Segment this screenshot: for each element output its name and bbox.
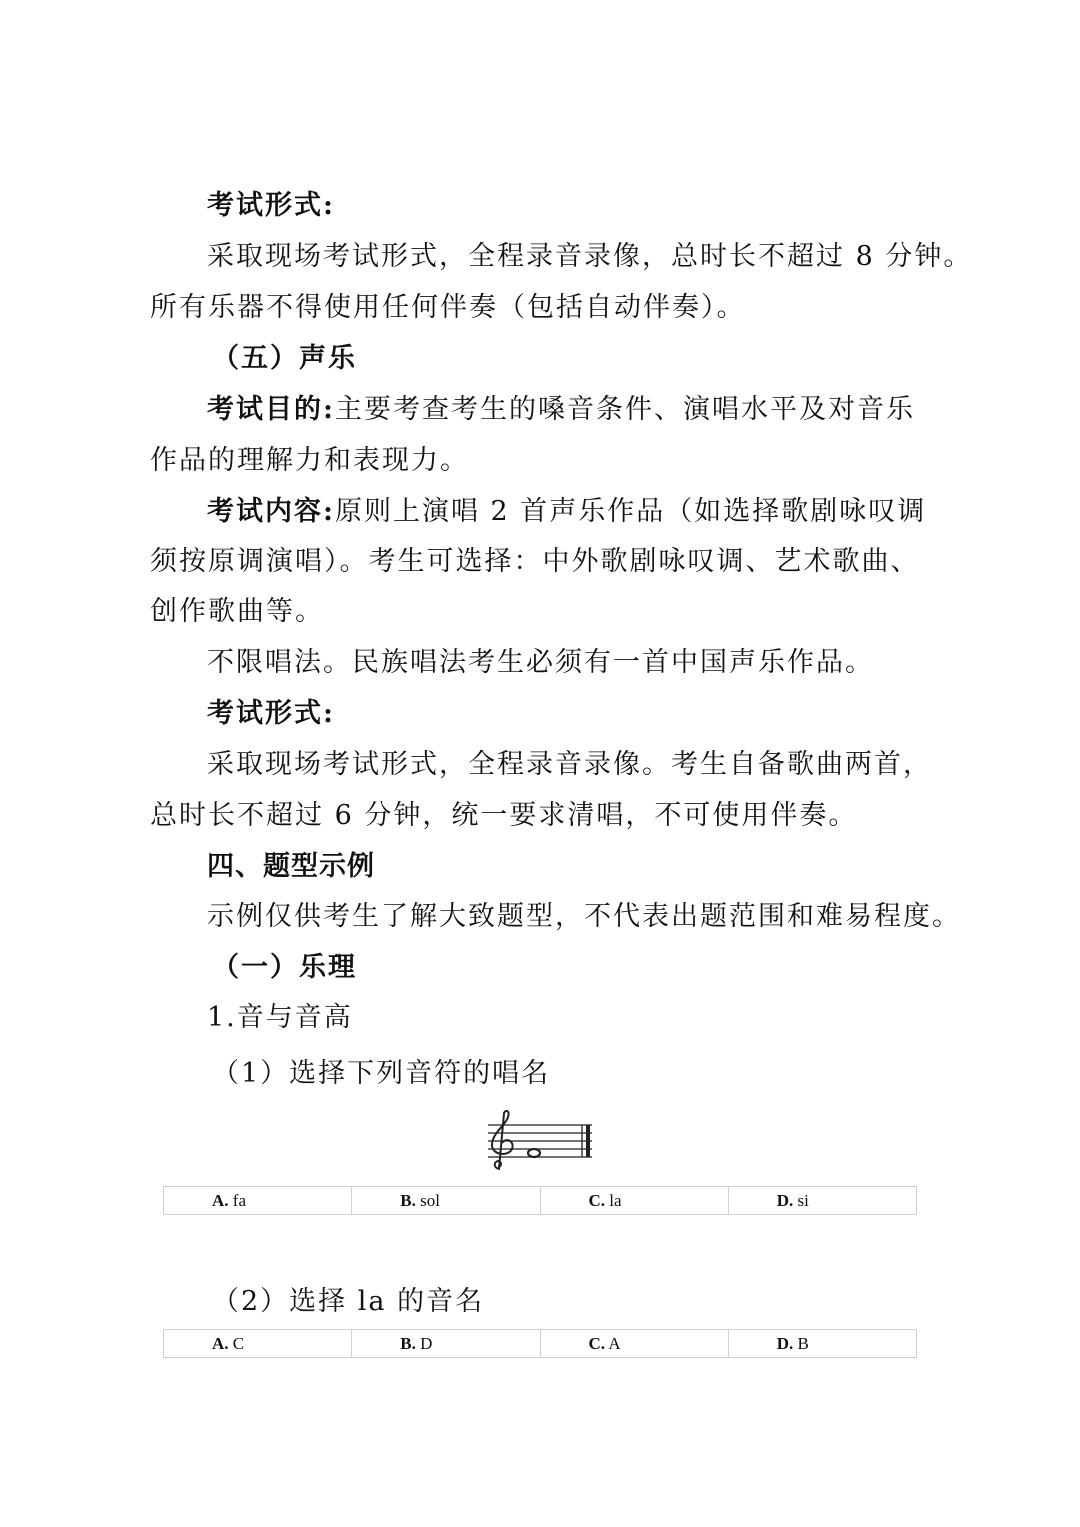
content-text: 原则上演唱 2 首声乐作品（如选择歌剧咏叹调 — [334, 496, 927, 527]
purpose-line1 — [207, 384, 1007, 435]
section-examples-heading: 四、题型示例 — [207, 851, 375, 882]
q1-option-a[interactable]: A. fa — [164, 1187, 352, 1215]
exam-form-text-1-line2: 所有乐器不得使用任何伴奏（包括自动伴奏）。 — [150, 292, 746, 323]
exam-form-text-2-line2: 总时长不超过 6 分钟，统一要求清唱，不可使用伴奏。 — [150, 800, 858, 831]
purpose-text: 主要考查考生的嗓音条件、演唱水平及对音乐 — [334, 394, 915, 425]
q2-option-d[interactable]: D. B — [728, 1330, 916, 1358]
q1-option-c[interactable]: C. la — [540, 1187, 728, 1215]
content-line1 — [207, 486, 1007, 537]
q2-option-c[interactable]: C. A — [540, 1330, 728, 1358]
exam-form-text-1-line1: 采取现场考试形式，全程录音录像，总时长不超过 8 分钟。 — [207, 241, 973, 272]
treble-clef-icon — [492, 1111, 513, 1169]
q2-option-b[interactable]: B. D — [352, 1330, 540, 1358]
section-vocal-heading: （五）声乐 — [212, 343, 357, 374]
q2-options-table — [163, 1329, 917, 1358]
purpose-label: 考试目的: — [207, 394, 335, 425]
treble-staff-image — [484, 1107, 596, 1179]
q1-prompt: （1）选择下列音符的唱名 — [212, 1058, 551, 1089]
purpose-line2: 作品的理解力和表现力。 — [150, 445, 469, 476]
content-line2: 须按原调演唱）。考生可选择：中外歌剧咏叹调、艺术歌曲、 — [150, 546, 920, 577]
exam-form-heading-2: 考试形式: — [207, 698, 335, 729]
exam-form-text-2-line1: 采取现场考试形式，全程录音录像。考生自备歌曲两首， — [207, 749, 932, 780]
exam-form-heading-1: 考试形式: — [207, 190, 335, 221]
q1-options-table — [163, 1186, 917, 1215]
q1-option-b[interactable]: B. sol — [352, 1187, 540, 1215]
q2-option-a[interactable]: A. C — [164, 1330, 352, 1358]
examples-note: 示例仅供考生了解大致题型，不代表出题范围和难易程度。 — [207, 901, 961, 932]
q2-prompt: （2）选择 la 的音名 — [212, 1286, 485, 1317]
q1-option-d[interactable]: D. si — [728, 1187, 916, 1215]
content-line3: 创作歌曲等。 — [150, 596, 324, 627]
section-theory-heading: （一）乐理 — [212, 952, 357, 983]
content-line4: 不限唱法。民族唱法考生必须有一首中国声乐作品。 — [207, 647, 874, 678]
topic-1-heading: 1.音与音高 — [207, 1002, 353, 1033]
content-label: 考试内容: — [207, 496, 335, 527]
whole-note-icon — [528, 1149, 540, 1157]
